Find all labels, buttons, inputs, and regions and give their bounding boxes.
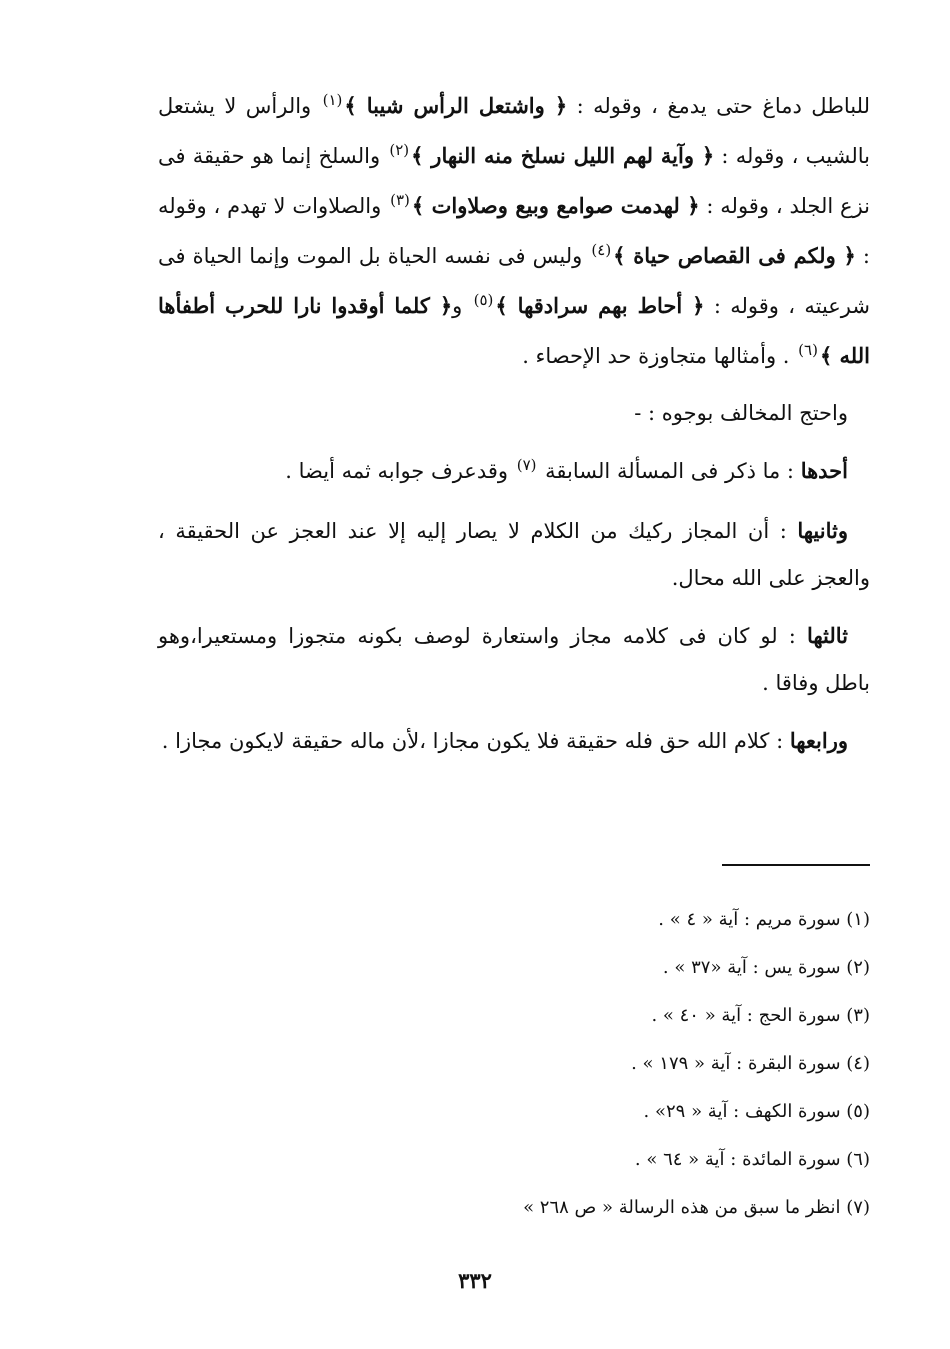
paragraph-third-argument xyxy=(158,612,870,707)
main-text xyxy=(158,82,870,775)
footnote: (٢) سورة يس : آية «٣٧ » . xyxy=(662,957,870,978)
text-segment: وليس فى نفسه الحياة بل الموت وإنما الحياة فى شرعيته ، وقوله : xyxy=(158,244,870,318)
footnotes-list xyxy=(158,896,870,1232)
footnote-marker: (٣) xyxy=(390,191,410,209)
text-segment: : لو كان فى كلامه مجاز واستعارة لوصف بكونه متجوزا ومستعيرا،وهو باطل وفاقا . xyxy=(158,624,870,695)
argument-lead: ورابعها xyxy=(789,728,848,753)
footnote: (٦) سورة المائدة : آية « ٦٤ » . xyxy=(634,1149,870,1170)
footnote: (٧) انظر ما سبق من هذه الرسالة « ص ٢٦٨ » xyxy=(523,1197,870,1218)
text-segment: والصلاوات لا تهدم ، وقوله : xyxy=(158,194,870,268)
argument-lead: ثالثها xyxy=(806,623,848,648)
footnote: (٤) سورة البقرة : آية « ١٧٩ » . xyxy=(631,1053,870,1074)
argument-lead: أحدها xyxy=(800,458,848,483)
quran-quote: ﴿ ولكم فى القصاص حياة ﴾ xyxy=(613,243,856,268)
footnote-separator xyxy=(722,864,870,866)
text-segment: وقدعرف جوابه ثمه أيضا . xyxy=(285,459,515,483)
text-segment: للباطل دماغ حتى يدمغ ، وقوله : xyxy=(567,94,870,118)
text-segment: : أن المجاز ركيك من الكلام لا يصار إليه إلا عند العجز عن الحقيقة ، والعجز على الله محال. xyxy=(158,519,870,590)
paragraph-second-argument xyxy=(158,507,870,602)
quran-quote: ﴿ واشتعل الرأس شيبا ﴾ xyxy=(344,93,568,118)
text-segment: و xyxy=(452,294,472,318)
quran-quote: ﴿ كلما أوقدوا نارا للحرب أطفأها الله ﴾ xyxy=(158,293,870,368)
footnote-marker: (٧) xyxy=(516,456,537,474)
quran-quote: ﴿ لهدمت صوامع وبيع وصلاوات ﴾ xyxy=(411,193,700,218)
text-segment: . وأمثالها متجاوزة حد الإحصاء . xyxy=(522,344,797,368)
footnote-marker: (٢) xyxy=(389,141,410,159)
text-segment: : ما ذكر فى المسألة السابقة xyxy=(538,459,801,483)
quran-quote: ﴿ وآية لهم الليل نسلخ منه النهار ﴾ xyxy=(411,143,715,168)
paragraph-quran-examples xyxy=(158,82,870,382)
paragraph-first-argument xyxy=(158,447,870,497)
footnote: (٣) سورة الحج : آية « ٤٠ » . xyxy=(651,1005,870,1026)
footnote-marker: (٥) xyxy=(473,291,494,309)
paragraph-fourth-argument xyxy=(158,717,870,765)
text-segment: : كلام الله حق فله حقيقة فلا يكون مجازا ،لأن ماله حقيقة لايكون مجازا . xyxy=(161,729,790,753)
footnote: (١) سورة مريم : آية « ٤ » . xyxy=(658,909,870,930)
argument-lead: وثانيها xyxy=(797,518,848,543)
footnote-marker: (١) xyxy=(322,91,343,109)
quran-quote: ﴿ أحاط بهم سرادقها ﴾ xyxy=(495,293,705,318)
text-segment: والسلخ إنما هو حقيقة فى نزع الجلد ، وقوله : xyxy=(158,144,871,218)
footnote: (٥) سورة الكهف : آية « ٢٩» . xyxy=(643,1101,870,1122)
text-segment: والرأس لا يشتعل بالشيب ، وقوله : xyxy=(158,94,870,168)
footnote-marker: (٦) xyxy=(798,341,818,359)
footnote-marker: (٤) xyxy=(591,241,612,259)
paragraph-opponent-argument: واحتج المخالف بوجوه : - xyxy=(634,401,848,425)
page-number: ٣٣٢ xyxy=(458,1268,492,1293)
